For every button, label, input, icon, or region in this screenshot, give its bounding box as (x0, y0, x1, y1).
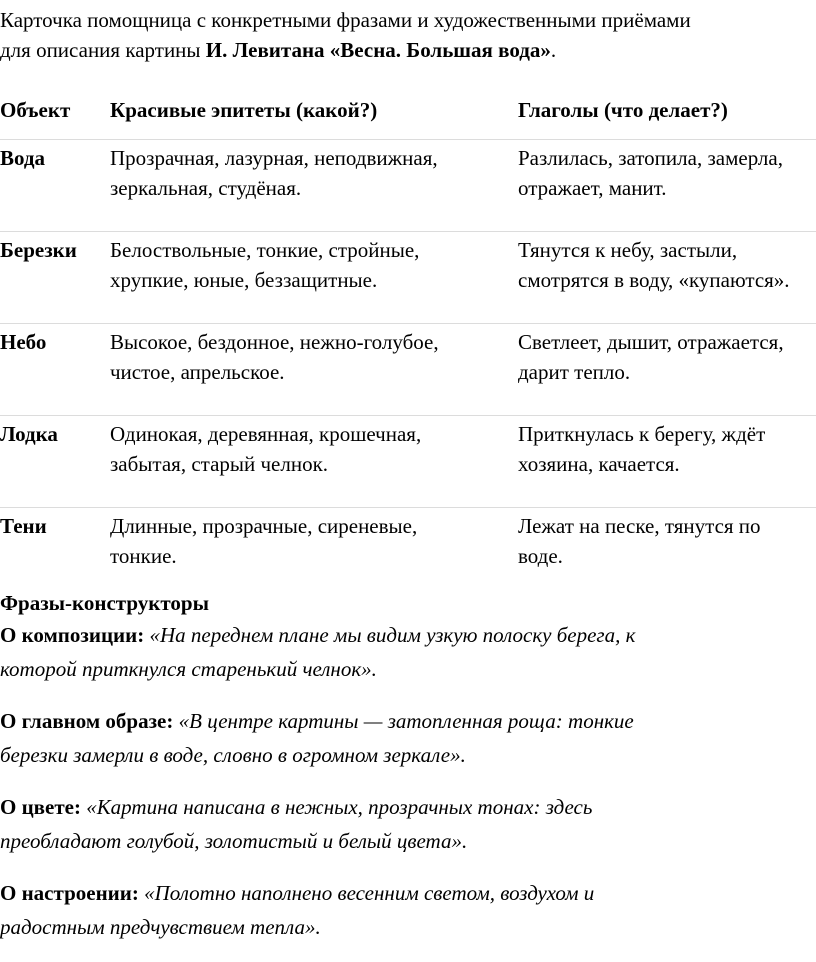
intro-prefix: для описания картины (0, 38, 206, 62)
row-epithets (110, 508, 518, 600)
verbs-line: отражает, манит. (518, 176, 667, 200)
table-row (0, 232, 816, 324)
phrase-composition (0, 618, 816, 686)
verbs-line: дарит тепло. (518, 360, 631, 384)
verbs-line: смотрятся в воду, «купаются». (518, 268, 790, 292)
phrase-color (0, 790, 816, 858)
epithets-line: Высокое, бездонное, нежно-голубое, (110, 330, 439, 354)
table-row (0, 416, 816, 508)
phrase-quote: радостным предчувствием тепла». (0, 915, 321, 939)
epithets-line: Длинные, прозрачные, сиреневые, (110, 514, 418, 538)
row-verbs (518, 416, 816, 508)
row-verbs (518, 140, 816, 232)
phrase-builders-section (0, 588, 816, 962)
phrase-label: О главном образе: (0, 709, 174, 733)
verbs-line: Разлилась, затопила, замерла, (518, 146, 783, 170)
row-verbs (518, 508, 816, 600)
phrase-mood (0, 876, 816, 944)
painting-title: И. Левитана «Весна. Большая вода» (205, 38, 551, 62)
header-object: Объект (0, 98, 71, 122)
row-object: Небо (0, 324, 110, 416)
phrase-label: О настроении: (0, 881, 139, 905)
epithets-line: зеркальная, студёная. (110, 176, 302, 200)
verbs-line: хозяина, качается. (518, 452, 680, 476)
phrase-quote: «Картина написана в нежных, прозрачных тонах: здесь (86, 795, 593, 819)
row-epithets (110, 140, 518, 232)
verbs-line: Светлеет, дышит, отражается, (518, 330, 784, 354)
phrase-label: О композиции: (0, 623, 145, 647)
section-title: Фразы-конструкторы (0, 591, 209, 615)
intro-text (0, 5, 816, 65)
header-epithets: Красивые эпитеты (какой?) (110, 98, 378, 122)
row-object: Березки (0, 232, 110, 324)
epithets-line: хрупкие, юные, беззащитные. (110, 268, 378, 292)
intro-line-1: Карточка помощница с конкретными фразами и художественными приёмами (0, 8, 691, 32)
intro-line-2 (0, 35, 816, 65)
row-epithets (110, 232, 518, 324)
intro-suffix: . (550, 38, 557, 62)
header-verbs: Глаголы (что делает?) (518, 98, 728, 122)
row-verbs (518, 324, 816, 416)
verbs-line: Лежат на песке, тянутся по (518, 514, 761, 538)
epithets-line: тонкие. (110, 544, 177, 568)
row-epithets (110, 324, 518, 416)
row-verbs (518, 232, 816, 324)
table-row (0, 324, 816, 416)
epithets-line: Белоствольные, тонкие, стройные, (110, 238, 420, 262)
epithets-line: забытая, старый челнок. (110, 452, 329, 476)
epithets-line: Прозрачная, лазурная, неподвижная, (110, 146, 438, 170)
epithets-line: чистое, апрельское. (110, 360, 285, 384)
epithets-line: Одинокая, деревянная, крошечная, (110, 422, 422, 446)
phrase-quote: березки замерли в воде, словно в огромном зеркале». (0, 743, 466, 767)
phrase-quote: «В центре картины — затопленная роща: тонкие (178, 709, 634, 733)
table-row (0, 508, 816, 600)
row-object: Вода (0, 140, 110, 232)
phrase-quote: «На переднем плане мы видим узкую полоску берега, к (149, 623, 636, 647)
row-epithets (110, 416, 518, 508)
verbs-line: Тянутся к небу, застыли, (518, 238, 738, 262)
helper-card-table (0, 84, 816, 599)
verbs-line: Приткнулась к берегу, ждёт (518, 422, 766, 446)
phrase-main-image (0, 704, 816, 772)
phrase-quote: «Полотно наполнено весенним светом, воздухом и (144, 881, 595, 905)
verbs-line: воде. (518, 544, 563, 568)
phrase-quote: которой приткнулся старенький челнок». (0, 657, 377, 681)
table-header-row (0, 84, 816, 140)
row-object: Тени (0, 508, 110, 600)
table-row (0, 140, 816, 232)
row-object: Лодка (0, 416, 110, 508)
phrase-quote: преобладают голубой, золотистый и белый цвета». (0, 829, 468, 853)
phrase-label: О цвете: (0, 795, 81, 819)
